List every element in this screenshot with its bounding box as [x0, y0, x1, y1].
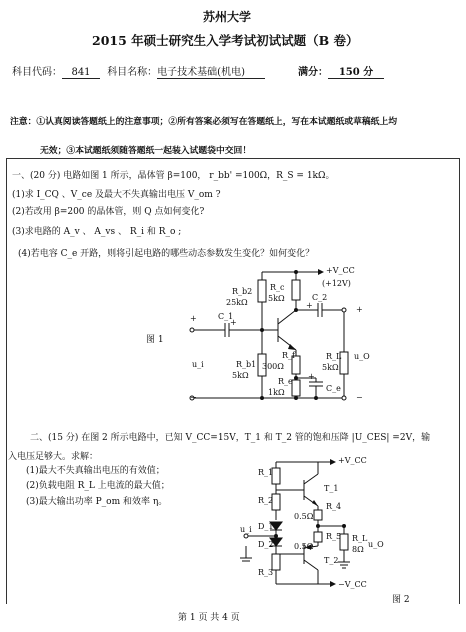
fig1-re: R_e: [278, 377, 293, 386]
fig1-in-minus: −: [190, 393, 197, 402]
fig2-d2: D_2: [258, 540, 274, 549]
q2-item-3: (3)最大输出功率 P_om 和效率 η。: [26, 497, 168, 507]
score-row: [298, 63, 384, 79]
fig1-ce: C_e: [326, 384, 341, 393]
q1-item-1: (1)求 I_CQ 、V_ce 及最大不失真输出电压 V_om ?: [12, 190, 221, 200]
q2-stem-a: 二、(15 分) 在图 2 所示电路中，已知 V_CC=15V，T_1 和 T_2 管的饱和压降 |U_CES| =2V，输: [30, 433, 431, 443]
fig2-rl: R_L: [352, 534, 368, 543]
fig1-rb2: R_b2: [232, 287, 253, 296]
q1-item-3: (3)求电路的 A_v 、 A_vs 、 R_i 和 R_o ;: [12, 227, 182, 237]
page-number: 第 1 页 共 4 页: [178, 613, 240, 623]
q2-item-2: (2)负载电阻 R_L 上电流的最大值；: [26, 481, 170, 491]
school-name: 苏州大学: [203, 10, 252, 24]
figure-1-circuit: [0, 258, 466, 408]
q2-stem-b: 入电压足够大。求解：: [8, 452, 99, 462]
fig1-out-plus: +: [356, 305, 363, 314]
fig2-t1: T_1: [324, 484, 339, 493]
q1-stem: 一、(20 分) 电路如图 1 所示，晶体管 β=100， r_bb' =100Ω，R_S = 1kΩ。: [12, 171, 335, 181]
notice-line-1: 注意：①认真阅读答题纸上的注意事项；②所有答案必须写在答题纸上，写在本试题纸或草稿纸上均: [10, 117, 398, 127]
subject-code-value: 841: [62, 67, 100, 79]
q1-item-4: (4)若电容 C_e 开路，则将引起电路的哪些动态参数发生变化？如何变化？: [18, 249, 315, 259]
fig2-r3: R_3: [258, 568, 274, 577]
fig1-re-value: 1kΩ: [268, 388, 285, 397]
fig2-r4-value: 0.5Ω: [294, 512, 314, 521]
fig1-rc-value: 5kΩ: [268, 294, 285, 303]
fig1-c2: C_2: [312, 293, 328, 302]
fig1-rb1: R_b1: [236, 360, 257, 369]
fig2-uo: u_O: [368, 540, 384, 549]
fig1-ui: u_i: [192, 360, 204, 369]
fig1-c1: C_1: [218, 312, 234, 321]
notice-line-2: 无效；③本试题纸须随答题纸一起装入试题袋中交回！: [40, 146, 252, 156]
fig2-ui: u_i: [240, 525, 252, 534]
subject-code-label: 科目代码：: [12, 67, 62, 78]
fig2-d1: D_1: [258, 522, 274, 531]
question-box-top: [6, 158, 460, 159]
fig1-rf-value: 300Ω: [262, 362, 284, 371]
fig2-t2: T_2: [324, 556, 339, 565]
fig2-vcc-pos: +V_CC: [338, 456, 367, 465]
fig1-rb2-value: 25kΩ: [226, 298, 248, 307]
q2-item-1: (1)最大不失真输出电压的有效值；: [26, 466, 165, 476]
fig2-vcc-neg: −V_CC: [338, 580, 367, 589]
fig2-rl-value: 8Ω: [352, 545, 364, 554]
score-value: 150 分: [328, 63, 384, 79]
fig1-rc: R_c: [270, 283, 285, 292]
subject-code-row: [12, 63, 265, 79]
q1-item-2: (2)若改用 β=200 的晶体管，则 Q 点如何变化?: [12, 207, 205, 217]
fig1-rb1-value: 5kΩ: [232, 371, 249, 380]
fig1-uo: u_O: [354, 352, 370, 361]
fig2-r1: R_1: [258, 468, 274, 477]
exam-title: 2015 年硕士研究生入学考试初试试题（B 卷）: [92, 33, 359, 48]
fig1-rf: R_f: [282, 351, 295, 360]
fig1-rl: R_L: [326, 352, 342, 361]
score-label: 满分：: [298, 67, 328, 78]
subject-name-value: 电子技术基础(机电): [157, 63, 265, 79]
fig1-vcc-value: (+12V): [322, 279, 351, 288]
fig1-out-minus: −: [356, 393, 363, 402]
fig2-r4: R_4: [326, 502, 342, 511]
fig1-rl-value: 5kΩ: [322, 363, 339, 372]
figure-2-circuit: [0, 450, 466, 600]
subject-name-label: 科目名称：: [107, 67, 158, 78]
fig2-r5-value: 0.5Ω: [294, 542, 314, 551]
fig2-r2: R_2: [258, 496, 274, 505]
fig2-r5: R_5: [326, 532, 342, 541]
fig1-vcc: +V_CC: [326, 266, 355, 275]
fig1-ce-plus: +: [308, 372, 315, 381]
fig2-label: 图 2: [392, 595, 410, 605]
fig1-c2-plus: +: [306, 301, 313, 310]
fig1-label: 图 1: [146, 335, 164, 345]
fig1-c1-plus: +: [230, 318, 237, 327]
fig1-in-plus: +: [190, 314, 197, 323]
